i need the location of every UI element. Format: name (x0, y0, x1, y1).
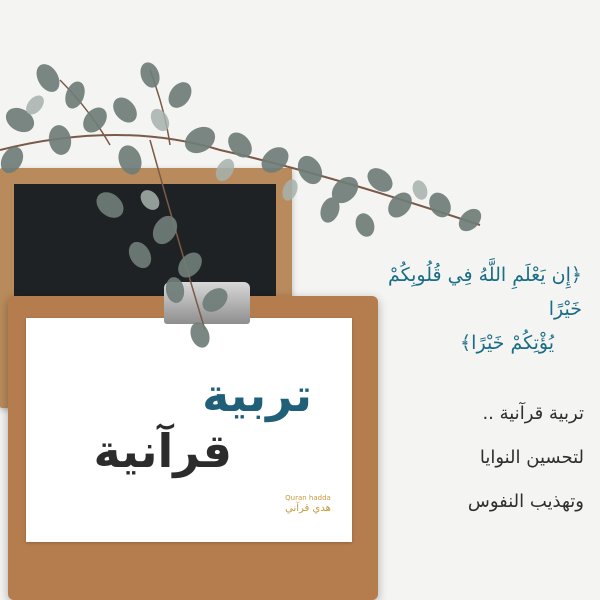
caption-line-2: لتحسين النوايا (479, 447, 584, 468)
paper-title-line2: قرآنية (93, 424, 232, 478)
caption-text (384, 392, 584, 524)
caption-line-3: وتهذيب النفوس (467, 491, 584, 512)
paper-sheet (26, 318, 352, 542)
paper-title-line1: تربية (202, 368, 312, 422)
caption-line-1: تربية قرآنية .. (482, 403, 584, 424)
verse-line-2: يُؤْتِكُمْ خَيْرًا﴾ (460, 332, 554, 354)
logo-text-en: Quran hadda (285, 494, 331, 502)
logo-text-ar: هدي قرآني (285, 503, 331, 514)
quran-verse (352, 258, 582, 360)
publisher-logo (278, 494, 338, 530)
verse-line-1: ﴿إِن يَعْلَمِ اللَّهُ فِي قُلُوبِكُمْ خَيْرًا (388, 264, 582, 320)
metal-clip (164, 282, 250, 324)
